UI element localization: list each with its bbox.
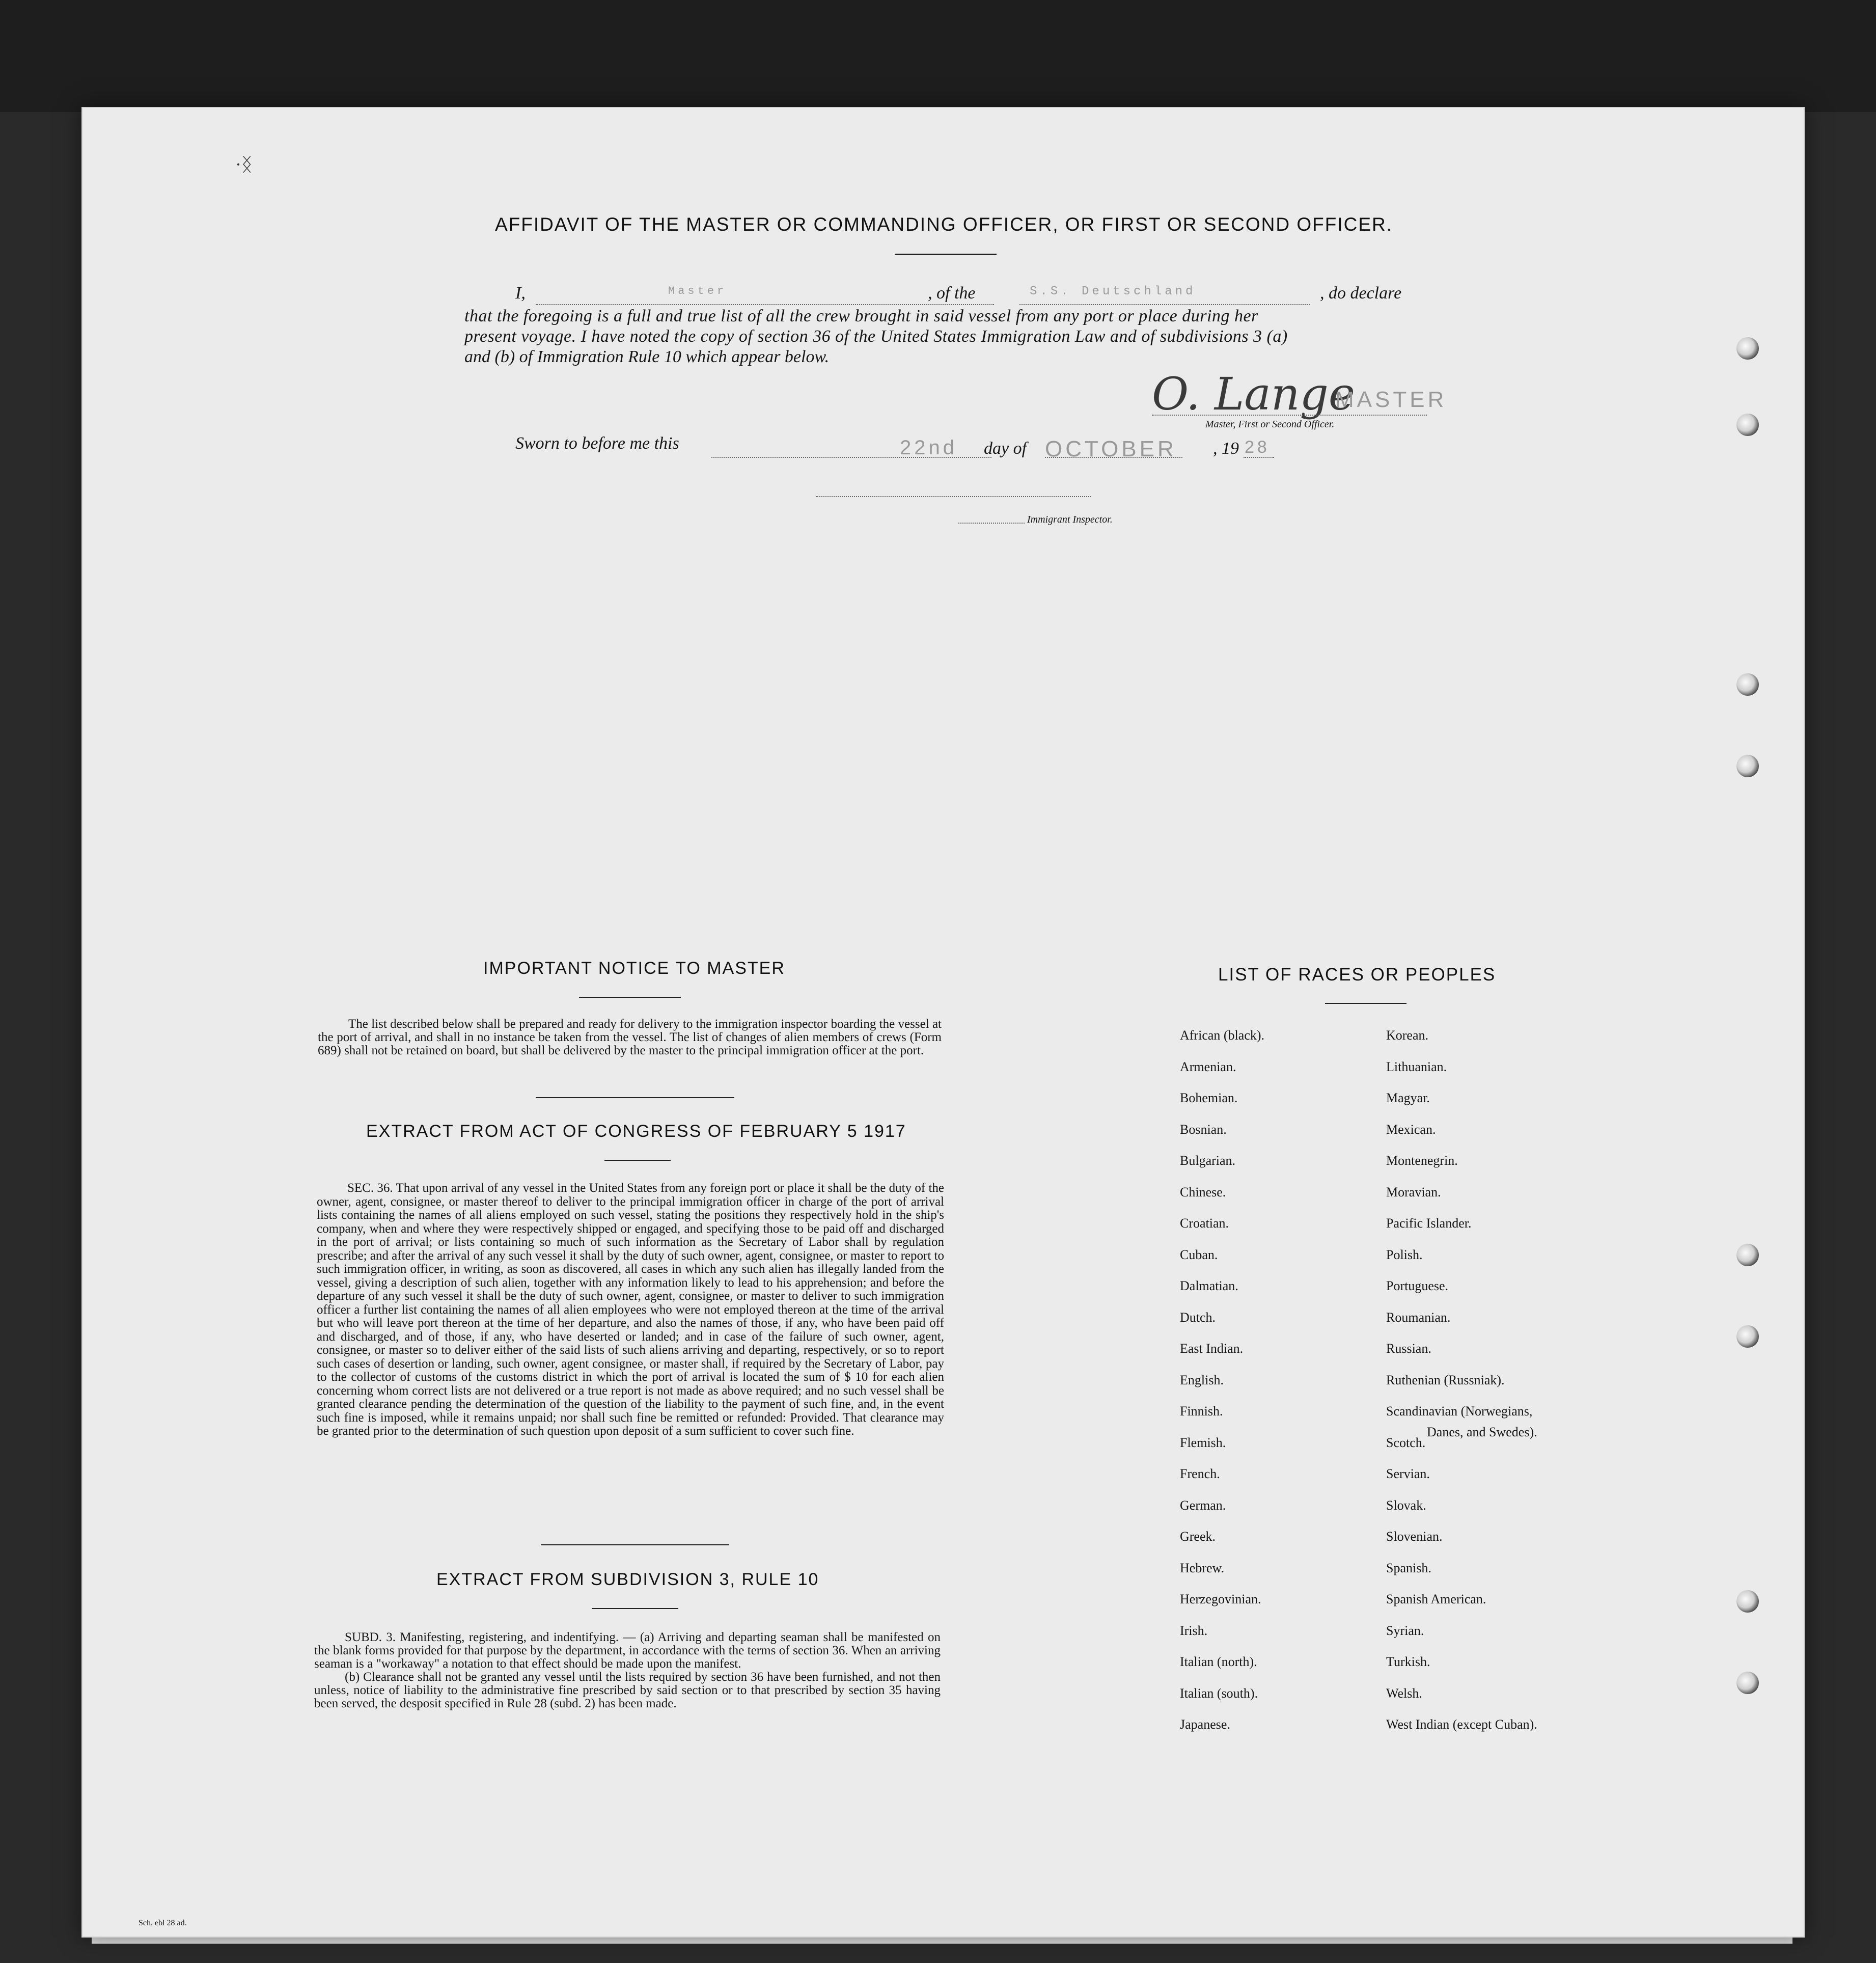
race-item: African (black). xyxy=(1180,1028,1265,1043)
race-item: Hebrew. xyxy=(1180,1560,1225,1575)
race-item: Polish. xyxy=(1386,1247,1423,1262)
race-item: Herzegovinian. xyxy=(1180,1592,1261,1606)
footer-mark: Sch. ebl 28 ad. xyxy=(139,1919,187,1927)
master-signature: O. Lange xyxy=(1152,368,1355,420)
affidavit-line-2: that the foregoing is a full and true list of all the crew brought in said vessel from any port or place during her xyxy=(464,307,1258,325)
race-item: Finnish. xyxy=(1180,1404,1223,1419)
race-item: Russian. xyxy=(1386,1341,1431,1356)
signature-line xyxy=(1152,414,1427,416)
affidavit-line-4: and (b) of Immigration Rule 10 which appear below. xyxy=(464,347,830,366)
of-the-label: , of the xyxy=(928,284,976,303)
punch-hole xyxy=(1736,673,1759,696)
race-item: Slovak. xyxy=(1386,1497,1426,1513)
race-item: Chinese. xyxy=(1180,1184,1226,1199)
punch-hole xyxy=(1736,337,1759,360)
race-item: Flemish. xyxy=(1180,1435,1226,1450)
name-fill: Master xyxy=(668,285,727,297)
rule-rule xyxy=(592,1608,678,1609)
document-page xyxy=(81,107,1805,1938)
race-item: Irish. xyxy=(1180,1623,1208,1638)
act-text: SEC. 36. That upon arrival of any vessel in the United States from any foreign port or place it shall be the duty of the owner, agent, consignee, or master thereof to deliver to the principal immigration officer in charge of the port of arrival lists containing the names of all aliens employed on such vessel, stating the positions they respectively hold in the ship's company, when and where they were respectively shipped or engaged, and specifying those to be paid off and discharged in the port of arrival; or lists containing so much of such information as the Secretary of Labor shall by regulation prescribe; and after the arrival of any such vessel it shall by the duty of such owner, agent, consignee, or master to report to such immigration officer, in writing, as soon as discovered, all cases in which any such alien has illegally landed from the vessel, giving a description of such alien, together with any information likely to lead to his apprehension; and before the departure of any such vessel it shall be the duty of such owner, agent, consignee, or master to deliver to such immigration officer a further list containing the names of all alien employees who were not employed thereon at the time of the arrival but who will leave port thereon at the time of her departure, and also the names of those, if any, who have been paid off and discharged, and of those, if any, who have deserted or landed; and in case of the failure of such owner, agent, consignee, or master so to deliver either of the said lists of such aliens arriving and departing, respectively, or so to report such cases of desertion or landing, such owner, agent consignee, or master shall, if required by the Secretary of Labor, pay to the collector of customs of the customs district in which the port of arrival is located the sum of $ 10 for each alien concerning whom correct lists are not delivered or a true report is not made as above required; and no such vessel shall be granted clearance pending the determination of the question of the liability to the payment of such fine, and, in the event such fine is imposed, while it remains unpaid; nor shall such fine be remitted or refunded: Provided. That clearance may be granted prior to the determination of such question upon deposit of a sum sufficient to cover such fine. xyxy=(317,1181,944,1438)
race-item: Syrian. xyxy=(1386,1623,1424,1638)
race-item: Scotch. xyxy=(1386,1435,1426,1450)
race-item: Magyar. xyxy=(1386,1090,1430,1105)
races-right-column xyxy=(1386,1020,1537,1740)
affidavit-title: AFFIDAVIT OF THE MASTER OR COMMANDING OFFICER, OR FIRST OR SECOND OFFICER. xyxy=(495,214,1393,235)
sworn-label: Sworn to before me this xyxy=(515,434,679,453)
race-item: Servian. xyxy=(1386,1466,1430,1481)
races-rule xyxy=(1325,1003,1406,1004)
race-item: Welsh. xyxy=(1386,1685,1422,1701)
day-of-label: day of xyxy=(984,439,1027,458)
do-declare-label: , do declare xyxy=(1320,284,1402,303)
affidavit-line-3: present voyage. I have noted the copy of section 36 of the United States Immigration Law and of subdivisions 3 (a) xyxy=(464,327,1288,346)
race-item: Greek. xyxy=(1180,1529,1216,1544)
race-item: Roumanian. xyxy=(1386,1310,1451,1325)
race-item: Spanish American. xyxy=(1386,1592,1486,1606)
inspector-line-1 xyxy=(816,495,1091,497)
race-item: Italian (north). xyxy=(1180,1654,1257,1669)
race-item: French. xyxy=(1180,1466,1220,1481)
race-item: Dutch. xyxy=(1180,1310,1216,1325)
punch-hole xyxy=(1736,1672,1759,1694)
races-title: LIST OF RACES OR PEOPLES xyxy=(1218,965,1496,985)
race-item: Spanish. xyxy=(1386,1560,1431,1575)
race-item: Armenian. xyxy=(1180,1059,1236,1074)
month-field xyxy=(1045,437,1182,461)
notice-title: IMPORTANT NOTICE TO MASTER xyxy=(483,959,785,978)
notice-rule xyxy=(579,997,681,998)
race-item: Croatian. xyxy=(1180,1216,1229,1231)
year-prefix: , 19 xyxy=(1213,439,1239,458)
vessel-fill: S.S. Deutschland xyxy=(1030,285,1196,298)
day-fill: 22nd xyxy=(900,437,957,459)
punch-hole xyxy=(1736,1325,1759,1348)
corner-mark: ·ᛝ xyxy=(235,154,253,175)
notice-bottom-rule xyxy=(536,1097,734,1098)
punch-hole xyxy=(1736,414,1759,436)
rule-text: SUBD. 3. Manifesting, registering, and indentifying. — (a) Arriving and departing seaman shall be manifested on the blank forms provided for that purpose by the department, in accordance with the terms of section 36. When an arriving seaman is a "workaway" a notation to that effect should be made upon the manifest. (b) Clearance shall not be granted any vessel until the lists required by section 36 have been furnished, and not then unless, notice of liability to the administrative fine prescribed by said section or to that prescribed by section 35 having been served, the desposit specified in Rule 28 (subd. 2) has been made. xyxy=(314,1630,941,1710)
day-field xyxy=(711,437,991,458)
act-title: EXTRACT FROM ACT OF CONGRESS OF FEBRUARY 5 1917 xyxy=(366,1122,906,1141)
race-item: German. xyxy=(1180,1497,1226,1513)
notice-text: The list described below shall be prepared and ready for delivery to the immigration inspector boarding the vessel at the port of arrival, and shall in no instance be taken from the vessel. The list of changes of alien members of crews (Form 689) shall not be retained on board, but shall be delivered by the master to the principal immigration officer at the port. xyxy=(318,1017,942,1057)
punch-hole xyxy=(1736,1244,1759,1266)
race-scandinavian-continued: Danes, and Swedes). xyxy=(1427,1425,1537,1439)
race-item: Ruthenian (Russniak). xyxy=(1386,1372,1505,1387)
race-item: Montenegrin. xyxy=(1386,1153,1458,1168)
race-item: Scandinavian (Norwegians, xyxy=(1386,1404,1533,1419)
race-item: Bohemian. xyxy=(1180,1090,1238,1105)
race-item: Moravian. xyxy=(1386,1184,1441,1199)
race-item: Bosnian. xyxy=(1180,1122,1227,1137)
race-item: East Indian. xyxy=(1180,1341,1244,1356)
race-item: Lithuanian. xyxy=(1386,1059,1447,1074)
affidavit-i-label: I, xyxy=(515,284,526,303)
rule-title: EXTRACT FROM SUBDIVISION 3, RULE 10 xyxy=(436,1570,819,1589)
month-fill: OCTOBER xyxy=(1045,437,1177,461)
race-item: Turkish. xyxy=(1386,1654,1430,1669)
inspector-line-2 xyxy=(958,522,1025,524)
scanner-background xyxy=(0,0,1876,112)
signature-caption: Master, First or Second Officer. xyxy=(1205,419,1335,430)
race-item: English. xyxy=(1180,1372,1224,1387)
race-item: Dalmatian. xyxy=(1180,1278,1238,1293)
act-bottom-rule xyxy=(541,1544,729,1545)
inspector-caption: Immigrant Inspector. xyxy=(1027,514,1113,525)
races-left-column xyxy=(1180,1020,1264,1740)
race-item: Japanese. xyxy=(1180,1717,1230,1732)
vessel-field xyxy=(1019,284,1310,305)
punch-hole xyxy=(1736,1590,1759,1613)
race-item: Mexican. xyxy=(1386,1122,1436,1137)
race-item: Slovenian. xyxy=(1386,1529,1443,1544)
year-field xyxy=(1244,437,1274,458)
race-item: Italian (south). xyxy=(1180,1685,1258,1701)
race-item: West Indian (except Cuban). xyxy=(1386,1717,1537,1732)
name-field xyxy=(536,284,994,305)
race-item: Korean. xyxy=(1386,1028,1429,1043)
punch-hole xyxy=(1736,755,1759,777)
race-item: Cuban. xyxy=(1180,1247,1218,1262)
master-stamp: MASTER xyxy=(1335,387,1447,412)
title-rule xyxy=(895,254,997,255)
race-item: Pacific Islander. xyxy=(1386,1216,1472,1231)
act-rule xyxy=(604,1160,671,1161)
year-fill: 28 xyxy=(1245,438,1270,457)
race-item: Portuguese. xyxy=(1386,1278,1449,1293)
race-item: Bulgarian. xyxy=(1180,1153,1236,1168)
